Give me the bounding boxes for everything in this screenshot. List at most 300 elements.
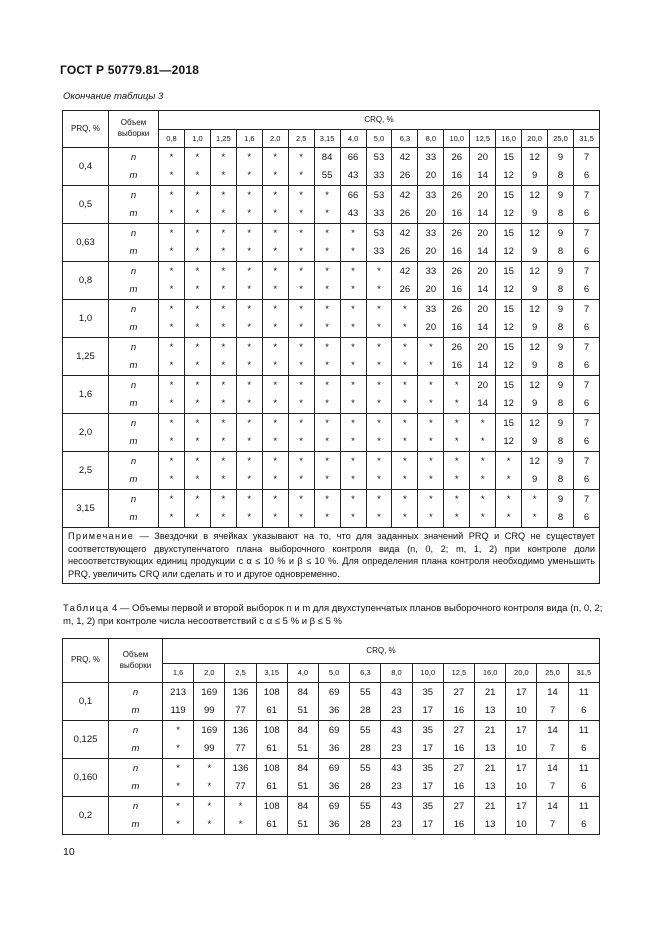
table-cell: 8 xyxy=(548,471,574,490)
table-cell: 84 xyxy=(287,721,318,740)
prq-value: 1,25 xyxy=(63,338,109,376)
table-cell: * xyxy=(262,471,288,490)
table-cell: 8 xyxy=(548,205,574,224)
table-cell: * xyxy=(159,281,185,300)
table-cell: 51 xyxy=(287,816,318,835)
table-cell: * xyxy=(163,797,194,816)
table-cell: 23 xyxy=(381,740,412,759)
table-row xyxy=(63,490,600,509)
table-cell: 26 xyxy=(392,281,418,300)
sample-label-m: m xyxy=(109,740,163,759)
table-cell: 20 xyxy=(418,167,444,186)
table-cell: * xyxy=(418,395,444,414)
table-row xyxy=(63,319,600,338)
table-cell: 14 xyxy=(470,395,496,414)
table-cell: 12 xyxy=(496,167,522,186)
table-cell: 6 xyxy=(568,816,599,835)
table-cell: 15 xyxy=(496,186,522,205)
crq-value-header: 12,5 xyxy=(470,130,496,148)
table-cell: * xyxy=(314,509,340,528)
table-row xyxy=(63,740,600,759)
crq-value-header: 12,5 xyxy=(443,664,474,683)
table-cell: 77 xyxy=(225,740,256,759)
table-cell: * xyxy=(288,490,314,509)
table-cell: 6 xyxy=(574,395,600,414)
table-cell: * xyxy=(444,395,470,414)
table-cell: * xyxy=(210,243,236,262)
table-cell: * xyxy=(159,224,185,243)
table-cell: 53 xyxy=(366,186,392,205)
crq-value-header: 1,0 xyxy=(184,130,210,148)
sample-label-n: n xyxy=(109,262,159,281)
table-cell: * xyxy=(262,414,288,433)
table-cell: 14 xyxy=(470,281,496,300)
table-cell: 12 xyxy=(496,243,522,262)
table-cell: * xyxy=(340,490,366,509)
table-cell: 77 xyxy=(225,702,256,721)
crq-value-header: 2,5 xyxy=(288,130,314,148)
sample-label-n: n xyxy=(109,376,159,395)
table-cell: 20 xyxy=(470,338,496,357)
table-cell: * xyxy=(444,376,470,395)
table-cell: 51 xyxy=(287,778,318,797)
table-cell: 61 xyxy=(256,740,287,759)
table-cell: 26 xyxy=(444,338,470,357)
table-cell: 136 xyxy=(225,759,256,778)
note-label: Примечание xyxy=(68,531,135,541)
table-cell: * xyxy=(236,300,262,319)
table-cell: 10 xyxy=(506,778,537,797)
table-cell: * xyxy=(288,319,314,338)
table-cell: * xyxy=(159,395,185,414)
table-cell: 6 xyxy=(574,281,600,300)
table-cell: 7 xyxy=(574,186,600,205)
table-cell: 99 xyxy=(194,740,225,759)
table-cell: 12 xyxy=(522,300,548,319)
table-cell: 26 xyxy=(444,148,470,167)
table-cell: * xyxy=(184,509,210,528)
table-cell: * xyxy=(159,300,185,319)
table-cell: 9 xyxy=(522,319,548,338)
table-cell: * xyxy=(314,471,340,490)
table-note xyxy=(63,528,600,584)
table-cell: * xyxy=(340,376,366,395)
table-cell: 12 xyxy=(522,224,548,243)
table-cell: * xyxy=(314,357,340,376)
table-cell: * xyxy=(236,186,262,205)
table-cell: 169 xyxy=(194,721,225,740)
table-cell: * xyxy=(236,414,262,433)
table-cell: 33 xyxy=(418,300,444,319)
table-cell: * xyxy=(288,243,314,262)
table-row xyxy=(63,224,600,243)
table-cell: * xyxy=(159,167,185,186)
table-cell: 7 xyxy=(537,702,568,721)
table-cell: 20 xyxy=(418,281,444,300)
table-cell: 84 xyxy=(287,683,318,702)
table-cell: * xyxy=(366,414,392,433)
table-cell: * xyxy=(159,148,185,167)
table-cell: * xyxy=(184,224,210,243)
table-cell: * xyxy=(418,433,444,452)
table-cell: 9 xyxy=(548,490,574,509)
table-cell: 28 xyxy=(350,740,381,759)
table-cell: 26 xyxy=(392,205,418,224)
table-cell: 17 xyxy=(412,778,443,797)
table-cell: * xyxy=(194,759,225,778)
table-cell: * xyxy=(262,509,288,528)
table-cell: 13 xyxy=(475,778,506,797)
table-row xyxy=(63,759,600,778)
sample-label-n: n xyxy=(109,452,159,471)
table-cell: 9 xyxy=(548,224,574,243)
crq-value-header: 2,0 xyxy=(194,664,225,683)
table-cell: 16 xyxy=(444,281,470,300)
table-cell: * xyxy=(392,490,418,509)
crq-value-header: 5,0 xyxy=(319,664,350,683)
table-cell: 9 xyxy=(522,243,548,262)
table-cell: * xyxy=(236,262,262,281)
crq-column-header: CRQ, % xyxy=(163,639,600,664)
table-cell: * xyxy=(418,490,444,509)
table-cell: * xyxy=(418,338,444,357)
table-cell: 16 xyxy=(444,167,470,186)
table-cell: * xyxy=(340,281,366,300)
table-cell: * xyxy=(210,471,236,490)
table-cell: 26 xyxy=(444,186,470,205)
table-cell: 33 xyxy=(366,205,392,224)
table-cell: 33 xyxy=(418,186,444,205)
table-cell: 8 xyxy=(548,357,574,376)
table-cell: 7 xyxy=(574,262,600,281)
table-cell: 77 xyxy=(225,778,256,797)
table-cell: * xyxy=(314,262,340,281)
table-cell: * xyxy=(262,243,288,262)
table-cell: * xyxy=(184,186,210,205)
table-cell: 66 xyxy=(340,148,366,167)
table-cell: * xyxy=(194,797,225,816)
table-cell: * xyxy=(288,357,314,376)
table-cell: 8 xyxy=(548,395,574,414)
table-cell: 55 xyxy=(350,759,381,778)
crq-value-header: 31,5 xyxy=(574,130,600,148)
table-cell: 7 xyxy=(537,778,568,797)
sample-label-n: n xyxy=(109,721,163,740)
table-cell: * xyxy=(184,490,210,509)
table-cell: * xyxy=(163,816,194,835)
table-cell: * xyxy=(163,740,194,759)
sample-label-m: m xyxy=(109,167,159,186)
crq-value-header: 4,0 xyxy=(340,130,366,148)
table-cell: 14 xyxy=(470,167,496,186)
table-cell: 16 xyxy=(444,205,470,224)
table-cell: * xyxy=(522,509,548,528)
crq-value-header: 31,5 xyxy=(568,664,599,683)
crq-value-header: 6,3 xyxy=(350,664,381,683)
table-row xyxy=(63,300,600,319)
table-cell: * xyxy=(470,509,496,528)
table-cell: * xyxy=(418,414,444,433)
sample-label-m: m xyxy=(109,357,159,376)
table-cell: * xyxy=(444,490,470,509)
table-cell: 6 xyxy=(574,471,600,490)
table-cell: * xyxy=(314,433,340,452)
sample-label-m: m xyxy=(109,778,163,797)
table-cell: 43 xyxy=(340,167,366,186)
table-cell: 11 xyxy=(568,797,599,816)
prq-value: 3,15 xyxy=(63,490,109,528)
table-cell: * xyxy=(210,281,236,300)
sample-label-m: m xyxy=(109,395,159,414)
table-cell: * xyxy=(392,471,418,490)
prq-column-header: PRQ, % xyxy=(63,639,109,683)
table-cell: 51 xyxy=(287,740,318,759)
table-cell: 61 xyxy=(256,778,287,797)
table-cell: 27 xyxy=(443,797,474,816)
table-cell: * xyxy=(210,319,236,338)
table-row xyxy=(63,338,600,357)
table-cell: 9 xyxy=(548,338,574,357)
table-cell: * xyxy=(288,376,314,395)
table-cell: * xyxy=(314,319,340,338)
table-cell: * xyxy=(159,471,185,490)
sample-label-m: m xyxy=(109,433,159,452)
table-cell: 12 xyxy=(522,186,548,205)
table-cell: * xyxy=(262,490,288,509)
table-cell: 55 xyxy=(350,683,381,702)
table-cell: * xyxy=(288,167,314,186)
table-row xyxy=(63,167,600,186)
table-cell: * xyxy=(392,395,418,414)
table-cell: * xyxy=(210,395,236,414)
table-cell: * xyxy=(496,490,522,509)
table-cell: 11 xyxy=(568,759,599,778)
table-cell: 26 xyxy=(444,224,470,243)
table-cell: 35 xyxy=(412,721,443,740)
table-cell: 7 xyxy=(574,414,600,433)
table-cell: 9 xyxy=(522,471,548,490)
table-cell: 15 xyxy=(496,224,522,243)
table-cell: * xyxy=(184,148,210,167)
table-cell: * xyxy=(418,509,444,528)
table-cell: 213 xyxy=(163,683,194,702)
crq-value-header: 1,25 xyxy=(210,130,236,148)
table-cell: 8 xyxy=(548,433,574,452)
table-cell: * xyxy=(262,357,288,376)
table4-caption-label: Таблица xyxy=(63,603,110,614)
sample-label-m: m xyxy=(109,243,159,262)
table-cell: * xyxy=(262,148,288,167)
table-cell: 15 xyxy=(496,376,522,395)
table-cell: 33 xyxy=(366,243,392,262)
table-cell: 12 xyxy=(522,414,548,433)
table-cell: * xyxy=(194,816,225,835)
table-cell: * xyxy=(314,376,340,395)
table-cell: * xyxy=(288,281,314,300)
table-cell: * xyxy=(392,319,418,338)
table-cell: 7 xyxy=(574,224,600,243)
table-cell: * xyxy=(340,452,366,471)
table-cell: * xyxy=(262,167,288,186)
prq-value: 1,6 xyxy=(63,376,109,414)
table-cell: * xyxy=(262,281,288,300)
table-cell: 12 xyxy=(496,281,522,300)
document-header: ГОСТ Р 50779.81—2018 xyxy=(60,63,200,77)
table-cell: * xyxy=(288,509,314,528)
page-number: 10 xyxy=(63,846,75,858)
table4 xyxy=(62,638,600,835)
table-cell: * xyxy=(262,376,288,395)
table-cell: * xyxy=(366,300,392,319)
table-cell: 16 xyxy=(444,357,470,376)
table-cell: * xyxy=(288,452,314,471)
table-cell: * xyxy=(392,509,418,528)
table-cell: * xyxy=(159,186,185,205)
table-cell: * xyxy=(262,319,288,338)
table-cell: 12 xyxy=(496,395,522,414)
table-cell: * xyxy=(184,262,210,281)
table-cell: * xyxy=(314,186,340,205)
table-cell: 13 xyxy=(475,740,506,759)
table-cell: 9 xyxy=(522,433,548,452)
sample-label-m: m xyxy=(109,702,163,721)
table-cell: 13 xyxy=(475,816,506,835)
table-cell: * xyxy=(184,395,210,414)
table-row xyxy=(63,797,600,816)
table-cell: 21 xyxy=(475,797,506,816)
table-row xyxy=(63,433,600,452)
table-cell: * xyxy=(159,490,185,509)
table-cell: * xyxy=(236,433,262,452)
table-row xyxy=(63,262,600,281)
sample-label-m: m xyxy=(109,509,159,528)
table-cell: * xyxy=(340,224,366,243)
prq-value: 0,4 xyxy=(63,148,109,186)
crq-value-header: 2,0 xyxy=(262,130,288,148)
table-cell: * xyxy=(236,509,262,528)
table-cell: * xyxy=(163,721,194,740)
crq-value-header: 10,0 xyxy=(444,130,470,148)
table-cell: * xyxy=(288,338,314,357)
table-cell: * xyxy=(210,414,236,433)
crq-value-header: 0,8 xyxy=(159,130,185,148)
table-cell: * xyxy=(340,319,366,338)
table-cell: * xyxy=(184,167,210,186)
table-cell: 10 xyxy=(506,702,537,721)
table-cell: 16 xyxy=(444,319,470,338)
table-cell: * xyxy=(184,243,210,262)
prq-value: 0,2 xyxy=(63,797,109,835)
table-cell: 9 xyxy=(548,376,574,395)
table-cell: 7 xyxy=(574,148,600,167)
table-cell: * xyxy=(496,471,522,490)
table-cell: 14 xyxy=(537,721,568,740)
table-cell: * xyxy=(184,414,210,433)
sample-label-n: n xyxy=(109,797,163,816)
prq-value: 0,1 xyxy=(63,683,109,721)
table-cell: 55 xyxy=(350,797,381,816)
table-cell: 9 xyxy=(548,186,574,205)
table-cell: 16 xyxy=(444,243,470,262)
table-cell: * xyxy=(340,471,366,490)
prq-value: 0,5 xyxy=(63,186,109,224)
table-row xyxy=(63,778,600,797)
table-cell: 12 xyxy=(522,452,548,471)
table-cell: 7 xyxy=(574,338,600,357)
table-cell: * xyxy=(210,300,236,319)
table-cell: * xyxy=(159,452,185,471)
table-cell: 9 xyxy=(548,414,574,433)
table-cell: 6 xyxy=(574,509,600,528)
table-cell: * xyxy=(159,414,185,433)
table-cell: * xyxy=(366,395,392,414)
table-cell: 9 xyxy=(522,395,548,414)
table-cell: * xyxy=(340,433,366,452)
table4-caption-text: 4 — Объемы первой и второй выборок n и m для двухступенчатых планов выборочного контроля вида (n, 0, 2; m, 1, 2) при контроле числа несоответствий с α ≤ 5 % и β ≤ 5 % xyxy=(63,603,603,628)
table-cell: * xyxy=(496,509,522,528)
table-cell: 20 xyxy=(470,376,496,395)
table-cell: * xyxy=(470,490,496,509)
table-cell: 84 xyxy=(314,148,340,167)
table-cell: 55 xyxy=(350,721,381,740)
table-cell: * xyxy=(288,205,314,224)
table-cell: * xyxy=(236,338,262,357)
table-cell: 33 xyxy=(418,224,444,243)
table-cell: 14 xyxy=(470,243,496,262)
table4-caption xyxy=(63,602,603,629)
table-cell: 12 xyxy=(496,357,522,376)
table-cell: 17 xyxy=(506,797,537,816)
table-cell: 136 xyxy=(225,683,256,702)
table-cell: 42 xyxy=(392,224,418,243)
table-cell: * xyxy=(288,471,314,490)
table-cell: * xyxy=(444,509,470,528)
table-cell: * xyxy=(262,395,288,414)
prq-value: 0,63 xyxy=(63,224,109,262)
crq-value-header: 6,3 xyxy=(392,130,418,148)
table-cell: * xyxy=(366,376,392,395)
table-cell: * xyxy=(163,778,194,797)
table-cell: * xyxy=(418,452,444,471)
table-cell: * xyxy=(210,186,236,205)
table-cell: * xyxy=(236,281,262,300)
table-row xyxy=(63,509,600,528)
sample-size-column-header: Объем выборки xyxy=(109,111,159,148)
table3 xyxy=(62,110,600,584)
prq-column-header: PRQ, % xyxy=(63,111,109,148)
table-cell: * xyxy=(210,490,236,509)
table-cell: * xyxy=(314,395,340,414)
table-cell: 169 xyxy=(194,683,225,702)
table-cell: * xyxy=(184,376,210,395)
table-cell: 61 xyxy=(256,702,287,721)
note-row xyxy=(63,528,600,584)
table-cell: 20 xyxy=(470,186,496,205)
crq-value-header: 25,0 xyxy=(548,130,574,148)
table-cell: * xyxy=(340,300,366,319)
table-cell: 20 xyxy=(418,205,444,224)
table-cell: * xyxy=(314,205,340,224)
table-cell: 7 xyxy=(574,490,600,509)
table-cell: * xyxy=(340,509,366,528)
table-row xyxy=(63,414,600,433)
table-cell: * xyxy=(159,376,185,395)
table-cell: * xyxy=(210,148,236,167)
table-cell: * xyxy=(340,414,366,433)
table-cell: * xyxy=(366,471,392,490)
table-cell: 14 xyxy=(470,205,496,224)
table-cell: * xyxy=(314,243,340,262)
